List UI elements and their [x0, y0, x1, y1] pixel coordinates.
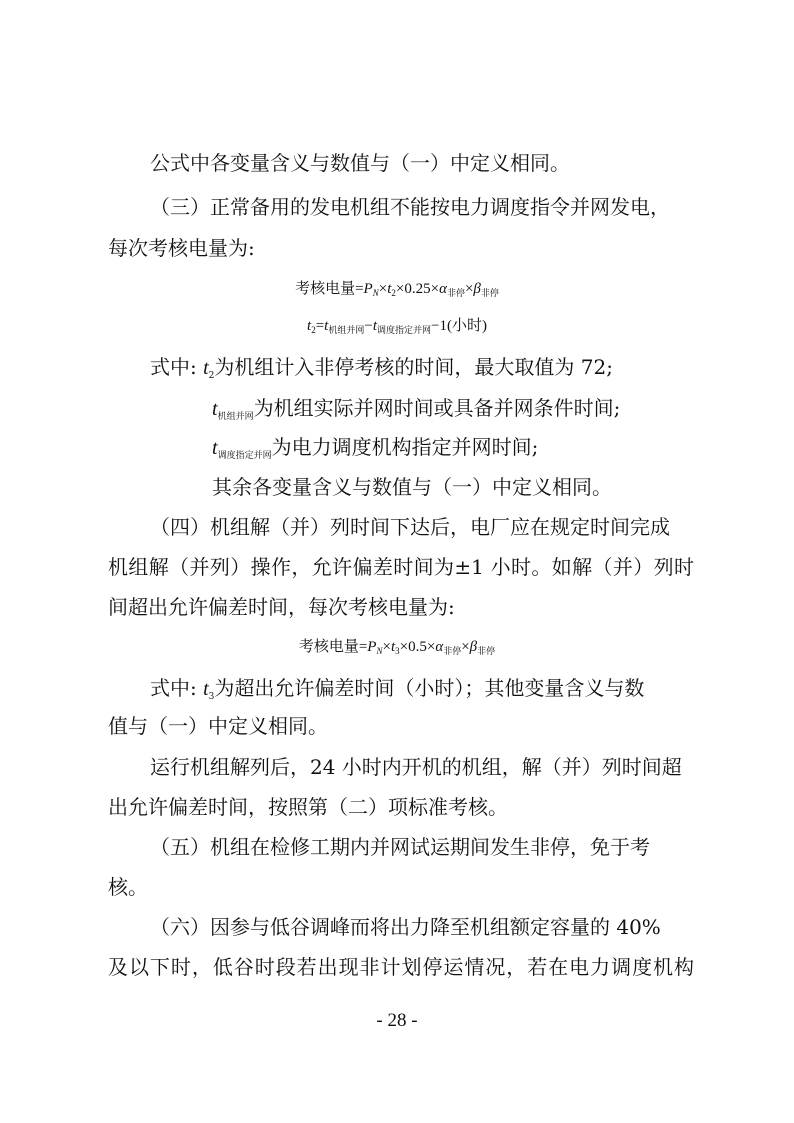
formula-minus: −: [364, 318, 373, 334]
definition-text: 为机组实际并网时间或具备并网条件时间;: [253, 396, 621, 420]
paragraph-line: 公式中各变量含义与数值与（一）中定义相同。: [150, 151, 570, 175]
formula-alpha: α: [439, 281, 447, 297]
paragraph-line: 值与（一）中定义相同。: [108, 714, 328, 738]
formula-times: ×: [395, 281, 405, 297]
formula-equals: =: [358, 639, 368, 655]
formula-sub: 非停: [480, 288, 499, 298]
formula-times: ×: [382, 639, 391, 655]
paragraph-line: 机组解（并列）操作，允许偏差时间为±1 小时。如解（并）列时: [108, 555, 694, 579]
formula-var-p: P: [363, 281, 373, 297]
formula-label: 考核电量: [295, 281, 356, 297]
formula-coef: 0.5: [408, 639, 427, 655]
definition-var-sub: 3: [208, 692, 215, 702]
formula-var-p: P: [367, 639, 377, 655]
definition-var-sub: 调度指定并网: [217, 451, 272, 461]
formula-coef: 0.25: [404, 281, 431, 297]
definition-line: [150, 353, 613, 390]
definition-text: 为机组计入非停考核的时间，最大取值为 72;: [214, 355, 613, 379]
formula-equals: =: [315, 318, 325, 334]
paragraph-line: （六）因参与低谷调峰而将出力降至机组额定容量的 40%: [150, 915, 661, 939]
paragraph-line: （四）机组解（并）列时间下达后，电厂应在规定时间完成: [150, 515, 670, 539]
formula-sub: N: [372, 288, 379, 298]
formula-sub: 2: [391, 288, 396, 298]
formula-times: ×: [378, 281, 388, 297]
formula-equals: =: [355, 281, 364, 297]
definition-var-sub: 机组并网: [217, 412, 254, 422]
paragraph-line: 间超出允许偏差时间，每次考核电量为:: [108, 595, 455, 619]
formula-sub: 3: [395, 646, 400, 656]
formula-beta: β: [473, 281, 481, 297]
page-number: - 28 -: [376, 1010, 418, 1031]
formula-times: ×: [430, 281, 440, 297]
formula-beta: β: [469, 639, 478, 655]
formula-alpha: α: [435, 639, 444, 655]
definition-text: 为超出允许偏差时间（小时）；其他变量含义与数: [214, 676, 645, 700]
formula-var-t: t: [372, 318, 377, 334]
definition-var: t: [203, 357, 209, 379]
definition-var: t: [212, 437, 218, 459]
definition-var: t: [212, 398, 218, 420]
formula-var-t: t: [390, 639, 396, 655]
paragraph-line: （三）正常备用的发电机组不能按电力调度指令并网发电，: [150, 195, 670, 219]
formula-sub: 调度指定并网: [377, 325, 432, 335]
definition-text: 为电力调度机构指定并网时间;: [271, 435, 539, 459]
formula-times: ×: [464, 281, 474, 297]
formula-label: 考核电量: [298, 639, 359, 655]
formula-assessment-energy-1: [0, 279, 794, 303]
formula-times: ×: [426, 639, 436, 655]
definition-var: t: [203, 678, 209, 700]
formula-times: ×: [399, 639, 409, 655]
formula-var-t: t: [307, 318, 312, 334]
paragraph-line: 运行机组解列后，24 小时内开机的机组，解（并）列时间超: [150, 755, 682, 779]
formula-var-t: t: [324, 318, 329, 334]
formula-sub: N: [376, 646, 383, 656]
formula-times: ×: [461, 639, 470, 655]
formula-var-t: t: [387, 281, 392, 297]
formula-sub: 机组并网: [328, 325, 365, 335]
paragraph-line: 出允许偏差时间，按照第（二）项标准考核。: [108, 795, 508, 819]
paragraph-line: 核。: [108, 875, 148, 899]
paragraph-line: 及以下时，低谷时段若出现非计划停运情况，若在电力调度机构: [108, 955, 694, 979]
definition-var-sub: 2: [208, 371, 215, 381]
definition-line: [212, 394, 620, 431]
paragraph-line: （五）机组在检修工期内并网试运期间发生非停，免于考: [150, 835, 650, 859]
definition-line: [212, 433, 538, 470]
formula-sub: 2: [311, 325, 316, 335]
formula-assessment-energy-2: [0, 637, 794, 661]
definition-line: [150, 674, 644, 711]
formula-sub: 非停: [443, 646, 462, 656]
formula-sub: 非停: [477, 646, 496, 656]
formula-sub: 非停: [446, 288, 465, 298]
definition-prefix: 式中:: [150, 676, 197, 700]
formula-tail: −1(小时): [431, 318, 487, 334]
definition-line: 其余各变量含义与数值与（一）中定义相同。: [212, 475, 612, 499]
paragraph-line: 每次考核电量为:: [108, 236, 255, 260]
formula-t2-definition: [0, 316, 794, 340]
definition-prefix: 式中:: [150, 355, 197, 379]
